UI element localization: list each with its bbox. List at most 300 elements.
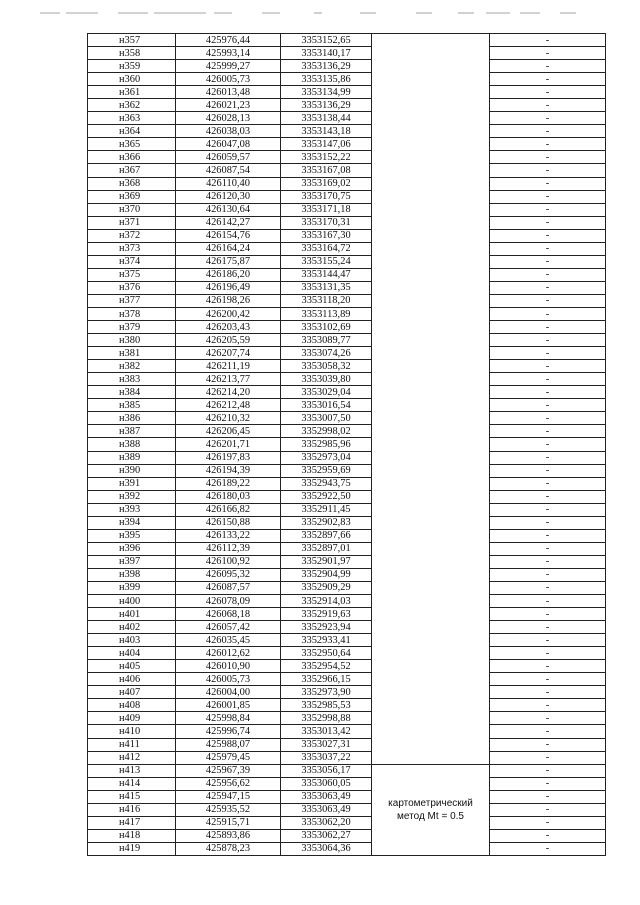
dash-cell: - [490,516,606,529]
dash-cell: - [490,764,606,777]
x-coordinate-cell: 426005,73 [176,73,281,86]
x-coordinate-cell: 426087,54 [176,164,281,177]
y-coordinate-cell: 3353056,17 [281,764,372,777]
x-coordinate-cell: 426021,23 [176,99,281,112]
table-row [88,294,606,307]
y-coordinate-cell: 3352985,96 [281,438,372,451]
table-row [88,307,606,320]
dash-cell: - [490,347,606,360]
point-id-cell: н399 [88,581,176,594]
point-id-cell: н370 [88,203,176,216]
point-id-cell: н388 [88,438,176,451]
point-id-cell: н412 [88,751,176,764]
dash-cell: - [490,138,606,151]
y-coordinate-cell: 3353169,02 [281,177,372,190]
y-coordinate-cell: 3353074,26 [281,347,372,360]
point-id-cell: н378 [88,307,176,320]
table-row [88,60,606,73]
x-coordinate-cell: 426180,03 [176,490,281,503]
dash-cell: - [490,151,606,164]
dash-cell: - [490,803,606,816]
point-id-cell: н417 [88,816,176,829]
point-id-cell: н410 [88,725,176,738]
dash-cell: - [490,503,606,516]
method-note-line2: метод Mt = 0.5 [397,810,464,822]
point-id-cell: н396 [88,542,176,555]
table-row [88,503,606,516]
y-coordinate-cell: 3352923,94 [281,621,372,634]
point-id-cell: н365 [88,138,176,151]
dash-cell: - [490,294,606,307]
y-coordinate-cell: 3352911,45 [281,503,372,516]
table-row [88,347,606,360]
table-row [88,242,606,255]
table-row [88,86,606,99]
y-coordinate-cell: 3353062,20 [281,816,372,829]
x-coordinate-cell: 426206,45 [176,425,281,438]
dash-cell: - [490,177,606,190]
y-coordinate-cell: 3353152,22 [281,151,372,164]
y-coordinate-cell: 3352901,97 [281,555,372,568]
point-id-cell: н416 [88,803,176,816]
x-coordinate-cell: 426164,24 [176,242,281,255]
x-coordinate-cell: 425988,07 [176,738,281,751]
point-id-cell: н408 [88,699,176,712]
y-coordinate-cell: 3353016,54 [281,399,372,412]
dash-cell: - [490,73,606,86]
table-row [88,581,606,594]
dash-cell: - [490,490,606,503]
y-coordinate-cell: 3353152,65 [281,34,372,47]
x-coordinate-cell: 426212,48 [176,399,281,412]
y-coordinate-cell: 3353155,24 [281,255,372,268]
y-coordinate-cell: 3353063,49 [281,803,372,816]
x-coordinate-cell: 425998,84 [176,712,281,725]
x-coordinate-cell: 426203,43 [176,321,281,334]
y-coordinate-cell: 3352998,02 [281,425,372,438]
x-coordinate-cell: 426035,45 [176,634,281,647]
y-coordinate-cell: 3353171,18 [281,203,372,216]
y-coordinate-cell: 3353170,75 [281,190,372,203]
point-id-cell: н373 [88,242,176,255]
table-row [88,164,606,177]
x-coordinate-cell: 426010,90 [176,660,281,673]
table-row [88,673,606,686]
dash-cell: - [490,242,606,255]
point-id-cell: н415 [88,790,176,803]
point-id-cell: н398 [88,568,176,581]
dash-cell: - [490,386,606,399]
y-coordinate-cell: 3353060,05 [281,777,372,790]
table-row [88,725,606,738]
dash-cell: - [490,334,606,347]
table-row [88,777,606,790]
x-coordinate-cell: 425996,74 [176,725,281,738]
dash-cell: - [490,529,606,542]
y-coordinate-cell: 3352914,03 [281,595,372,608]
table-row [88,647,606,660]
y-coordinate-cell: 3353039,80 [281,373,372,386]
point-id-cell: н382 [88,360,176,373]
x-coordinate-cell: 426068,18 [176,608,281,621]
y-coordinate-cell: 3353064,36 [281,842,372,855]
dash-cell: - [490,842,606,855]
coordinates-table-wrapper [87,33,601,856]
dash-cell: - [490,595,606,608]
table-row [88,829,606,842]
y-coordinate-cell: 3353037,22 [281,751,372,764]
dash-cell: - [490,268,606,281]
dash-cell: - [490,464,606,477]
y-coordinate-cell: 3352973,90 [281,686,372,699]
point-id-cell: н379 [88,321,176,334]
y-coordinate-cell: 3353027,31 [281,738,372,751]
dash-cell: - [490,425,606,438]
y-coordinate-cell: 3353134,99 [281,86,372,99]
dash-cell: - [490,568,606,581]
table-row [88,47,606,60]
point-id-cell: н363 [88,112,176,125]
x-coordinate-cell: 426078,09 [176,595,281,608]
x-coordinate-cell: 426047,08 [176,138,281,151]
table-row [88,699,606,712]
dash-cell: - [490,542,606,555]
x-coordinate-cell: 425878,23 [176,842,281,855]
x-coordinate-cell: 426213,77 [176,373,281,386]
table-row [88,268,606,281]
point-id-cell: н413 [88,764,176,777]
x-coordinate-cell: 426013,48 [176,86,281,99]
point-id-cell: н381 [88,347,176,360]
table-row [88,842,606,855]
point-id-cell: н357 [88,34,176,47]
y-coordinate-cell: 3353136,29 [281,60,372,73]
point-id-cell: н358 [88,47,176,60]
dash-cell: - [490,307,606,320]
y-coordinate-cell: 3352998,88 [281,712,372,725]
table-row [88,738,606,751]
x-coordinate-cell: 426175,87 [176,255,281,268]
x-coordinate-cell: 426057,42 [176,621,281,634]
x-coordinate-cell: 426200,42 [176,307,281,320]
dash-cell: - [490,712,606,725]
x-coordinate-cell: 426207,74 [176,347,281,360]
point-id-cell: н360 [88,73,176,86]
x-coordinate-cell: 426197,83 [176,451,281,464]
table-row [88,490,606,503]
dash-cell: - [490,777,606,790]
point-id-cell: н371 [88,216,176,229]
point-id-cell: н364 [88,125,176,138]
dash-cell: - [490,438,606,451]
dash-cell: - [490,255,606,268]
table-row [88,386,606,399]
y-coordinate-cell: 3352904,99 [281,568,372,581]
coordinates-table-body [88,34,606,856]
x-coordinate-cell: 426210,32 [176,412,281,425]
table-row [88,542,606,555]
dash-cell: - [490,229,606,242]
method-note-line1: картометрический [388,797,473,809]
table-row [88,438,606,451]
y-coordinate-cell: 3353138,44 [281,112,372,125]
y-coordinate-cell: 3353089,77 [281,334,372,347]
point-id-cell: н419 [88,842,176,855]
dash-cell: - [490,608,606,621]
dash-cell: - [490,321,606,334]
x-coordinate-cell: 426196,49 [176,281,281,294]
dash-cell: - [490,412,606,425]
dash-cell: - [490,164,606,177]
dash-cell: - [490,86,606,99]
x-coordinate-cell: 426112,39 [176,542,281,555]
dash-cell: - [490,581,606,594]
table-row [88,216,606,229]
x-coordinate-cell: 425993,14 [176,47,281,60]
table-row [88,660,606,673]
table-row [88,451,606,464]
table-row [88,712,606,725]
y-coordinate-cell: 3353062,27 [281,829,372,842]
x-coordinate-cell: 426059,57 [176,151,281,164]
point-id-cell: н395 [88,529,176,542]
y-coordinate-cell: 3353013,42 [281,725,372,738]
point-id-cell: н403 [88,634,176,647]
dash-cell: - [490,647,606,660]
dash-cell: - [490,451,606,464]
dash-cell: - [490,555,606,568]
point-id-cell: н387 [88,425,176,438]
y-coordinate-cell: 3352954,52 [281,660,372,673]
x-coordinate-cell: 426211,19 [176,360,281,373]
y-coordinate-cell: 3352985,53 [281,699,372,712]
point-id-cell: н361 [88,86,176,99]
point-id-cell: н375 [88,268,176,281]
x-coordinate-cell: 426004,00 [176,686,281,699]
dash-cell: - [490,47,606,60]
point-id-cell: н397 [88,555,176,568]
table-row [88,255,606,268]
point-id-cell: н400 [88,595,176,608]
method-cell-lower [372,764,490,855]
dash-cell: - [490,399,606,412]
x-coordinate-cell: 425979,45 [176,751,281,764]
y-coordinate-cell: 3353007,50 [281,412,372,425]
point-id-cell: н374 [88,255,176,268]
table-row [88,477,606,490]
table-row [88,321,606,334]
point-id-cell: н401 [88,608,176,621]
x-coordinate-cell: 426150,88 [176,516,281,529]
y-coordinate-cell: 3353058,32 [281,360,372,373]
table-row [88,751,606,764]
x-coordinate-cell: 425935,52 [176,803,281,816]
dash-cell: - [490,634,606,647]
x-coordinate-cell: 426028,13 [176,112,281,125]
x-coordinate-cell: 426186,20 [176,268,281,281]
table-row [88,190,606,203]
table-row [88,595,606,608]
table-row [88,464,606,477]
point-id-cell: н367 [88,164,176,177]
dash-cell: - [490,99,606,112]
y-coordinate-cell: 3353131,35 [281,281,372,294]
x-coordinate-cell: 426201,71 [176,438,281,451]
x-coordinate-cell: 425947,15 [176,790,281,803]
y-coordinate-cell: 3352973,04 [281,451,372,464]
point-id-cell: н384 [88,386,176,399]
point-id-cell: н407 [88,686,176,699]
table-row [88,281,606,294]
table-row [88,686,606,699]
table-row [88,360,606,373]
y-coordinate-cell: 3353135,86 [281,73,372,86]
point-id-cell: н362 [88,99,176,112]
point-id-cell: н411 [88,738,176,751]
table-row [88,529,606,542]
table-row [88,73,606,86]
x-coordinate-cell: 426194,39 [176,464,281,477]
table-row [88,621,606,634]
dash-cell: - [490,477,606,490]
x-coordinate-cell: 426095,32 [176,568,281,581]
point-id-cell: н372 [88,229,176,242]
y-coordinate-cell: 3353167,08 [281,164,372,177]
point-id-cell: н386 [88,412,176,425]
table-row [88,816,606,829]
coordinates-table [87,33,606,856]
y-coordinate-cell: 3353140,17 [281,47,372,60]
point-id-cell: н376 [88,281,176,294]
table-row [88,425,606,438]
dash-cell: - [490,34,606,47]
y-coordinate-cell: 3352919,63 [281,608,372,621]
method-cell-upper [372,34,490,765]
x-coordinate-cell: 426001,85 [176,699,281,712]
dash-cell: - [490,373,606,386]
dash-cell: - [490,751,606,764]
x-coordinate-cell: 425915,71 [176,816,281,829]
dash-cell: - [490,190,606,203]
point-id-cell: н359 [88,60,176,73]
table-row [88,555,606,568]
y-coordinate-cell: 3352897,01 [281,542,372,555]
x-coordinate-cell: 426214,20 [176,386,281,399]
point-id-cell: н406 [88,673,176,686]
table-row [88,608,606,621]
table-row [88,138,606,151]
point-id-cell: н389 [88,451,176,464]
point-id-cell: н405 [88,660,176,673]
x-coordinate-cell: 426142,27 [176,216,281,229]
table-row [88,412,606,425]
table-row [88,399,606,412]
table-row [88,177,606,190]
table-row [88,373,606,386]
point-id-cell: н409 [88,712,176,725]
point-id-cell: н392 [88,490,176,503]
point-id-cell: н414 [88,777,176,790]
x-coordinate-cell: 426038,03 [176,125,281,138]
y-coordinate-cell: 3352933,41 [281,634,372,647]
x-coordinate-cell: 426205,59 [176,334,281,347]
point-id-cell: н366 [88,151,176,164]
x-coordinate-cell: 426110,40 [176,177,281,190]
x-coordinate-cell: 426100,92 [176,555,281,568]
x-coordinate-cell: 426166,82 [176,503,281,516]
dash-cell: - [490,216,606,229]
point-id-cell: н402 [88,621,176,634]
table-row [88,764,606,777]
table-row [88,790,606,803]
x-coordinate-cell: 426154,76 [176,229,281,242]
y-coordinate-cell: 3352959,69 [281,464,372,477]
dash-cell: - [490,281,606,294]
point-id-cell: н394 [88,516,176,529]
table-row [88,34,606,47]
x-coordinate-cell: 425967,39 [176,764,281,777]
dash-cell: - [490,673,606,686]
dash-cell: - [490,829,606,842]
dash-cell: - [490,699,606,712]
table-row [88,803,606,816]
y-coordinate-cell: 3352950,64 [281,647,372,660]
dash-cell: - [490,790,606,803]
point-id-cell: н404 [88,647,176,660]
y-coordinate-cell: 3353136,29 [281,99,372,112]
x-coordinate-cell: 425999,27 [176,60,281,73]
table-row [88,125,606,138]
point-id-cell: н390 [88,464,176,477]
x-coordinate-cell: 426133,22 [176,529,281,542]
dash-cell: - [490,621,606,634]
dash-cell: - [490,725,606,738]
x-coordinate-cell: 425893,86 [176,829,281,842]
y-coordinate-cell: 3353113,89 [281,307,372,320]
dash-cell: - [490,738,606,751]
point-id-cell: н368 [88,177,176,190]
y-coordinate-cell: 3352943,75 [281,477,372,490]
y-coordinate-cell: 3352897,66 [281,529,372,542]
table-row [88,334,606,347]
dash-cell: - [490,60,606,73]
point-id-cell: н369 [88,190,176,203]
table-row [88,516,606,529]
x-coordinate-cell: 426189,22 [176,477,281,490]
dash-cell: - [490,360,606,373]
y-coordinate-cell: 3352909,29 [281,581,372,594]
y-coordinate-cell: 3353118,20 [281,294,372,307]
point-id-cell: н385 [88,399,176,412]
y-coordinate-cell: 3352966,15 [281,673,372,686]
y-coordinate-cell: 3353143,18 [281,125,372,138]
table-row [88,151,606,164]
x-coordinate-cell: 426198,26 [176,294,281,307]
y-coordinate-cell: 3353029,04 [281,386,372,399]
point-id-cell: н380 [88,334,176,347]
point-id-cell: н383 [88,373,176,386]
point-id-cell: н393 [88,503,176,516]
point-id-cell: н391 [88,477,176,490]
y-coordinate-cell: 3353147,06 [281,138,372,151]
y-coordinate-cell: 3353144,47 [281,268,372,281]
x-coordinate-cell: 426130,64 [176,203,281,216]
table-row [88,112,606,125]
dash-cell: - [490,112,606,125]
y-coordinate-cell: 3353063,49 [281,790,372,803]
scan-header-artifact [0,8,640,18]
table-row [88,203,606,216]
